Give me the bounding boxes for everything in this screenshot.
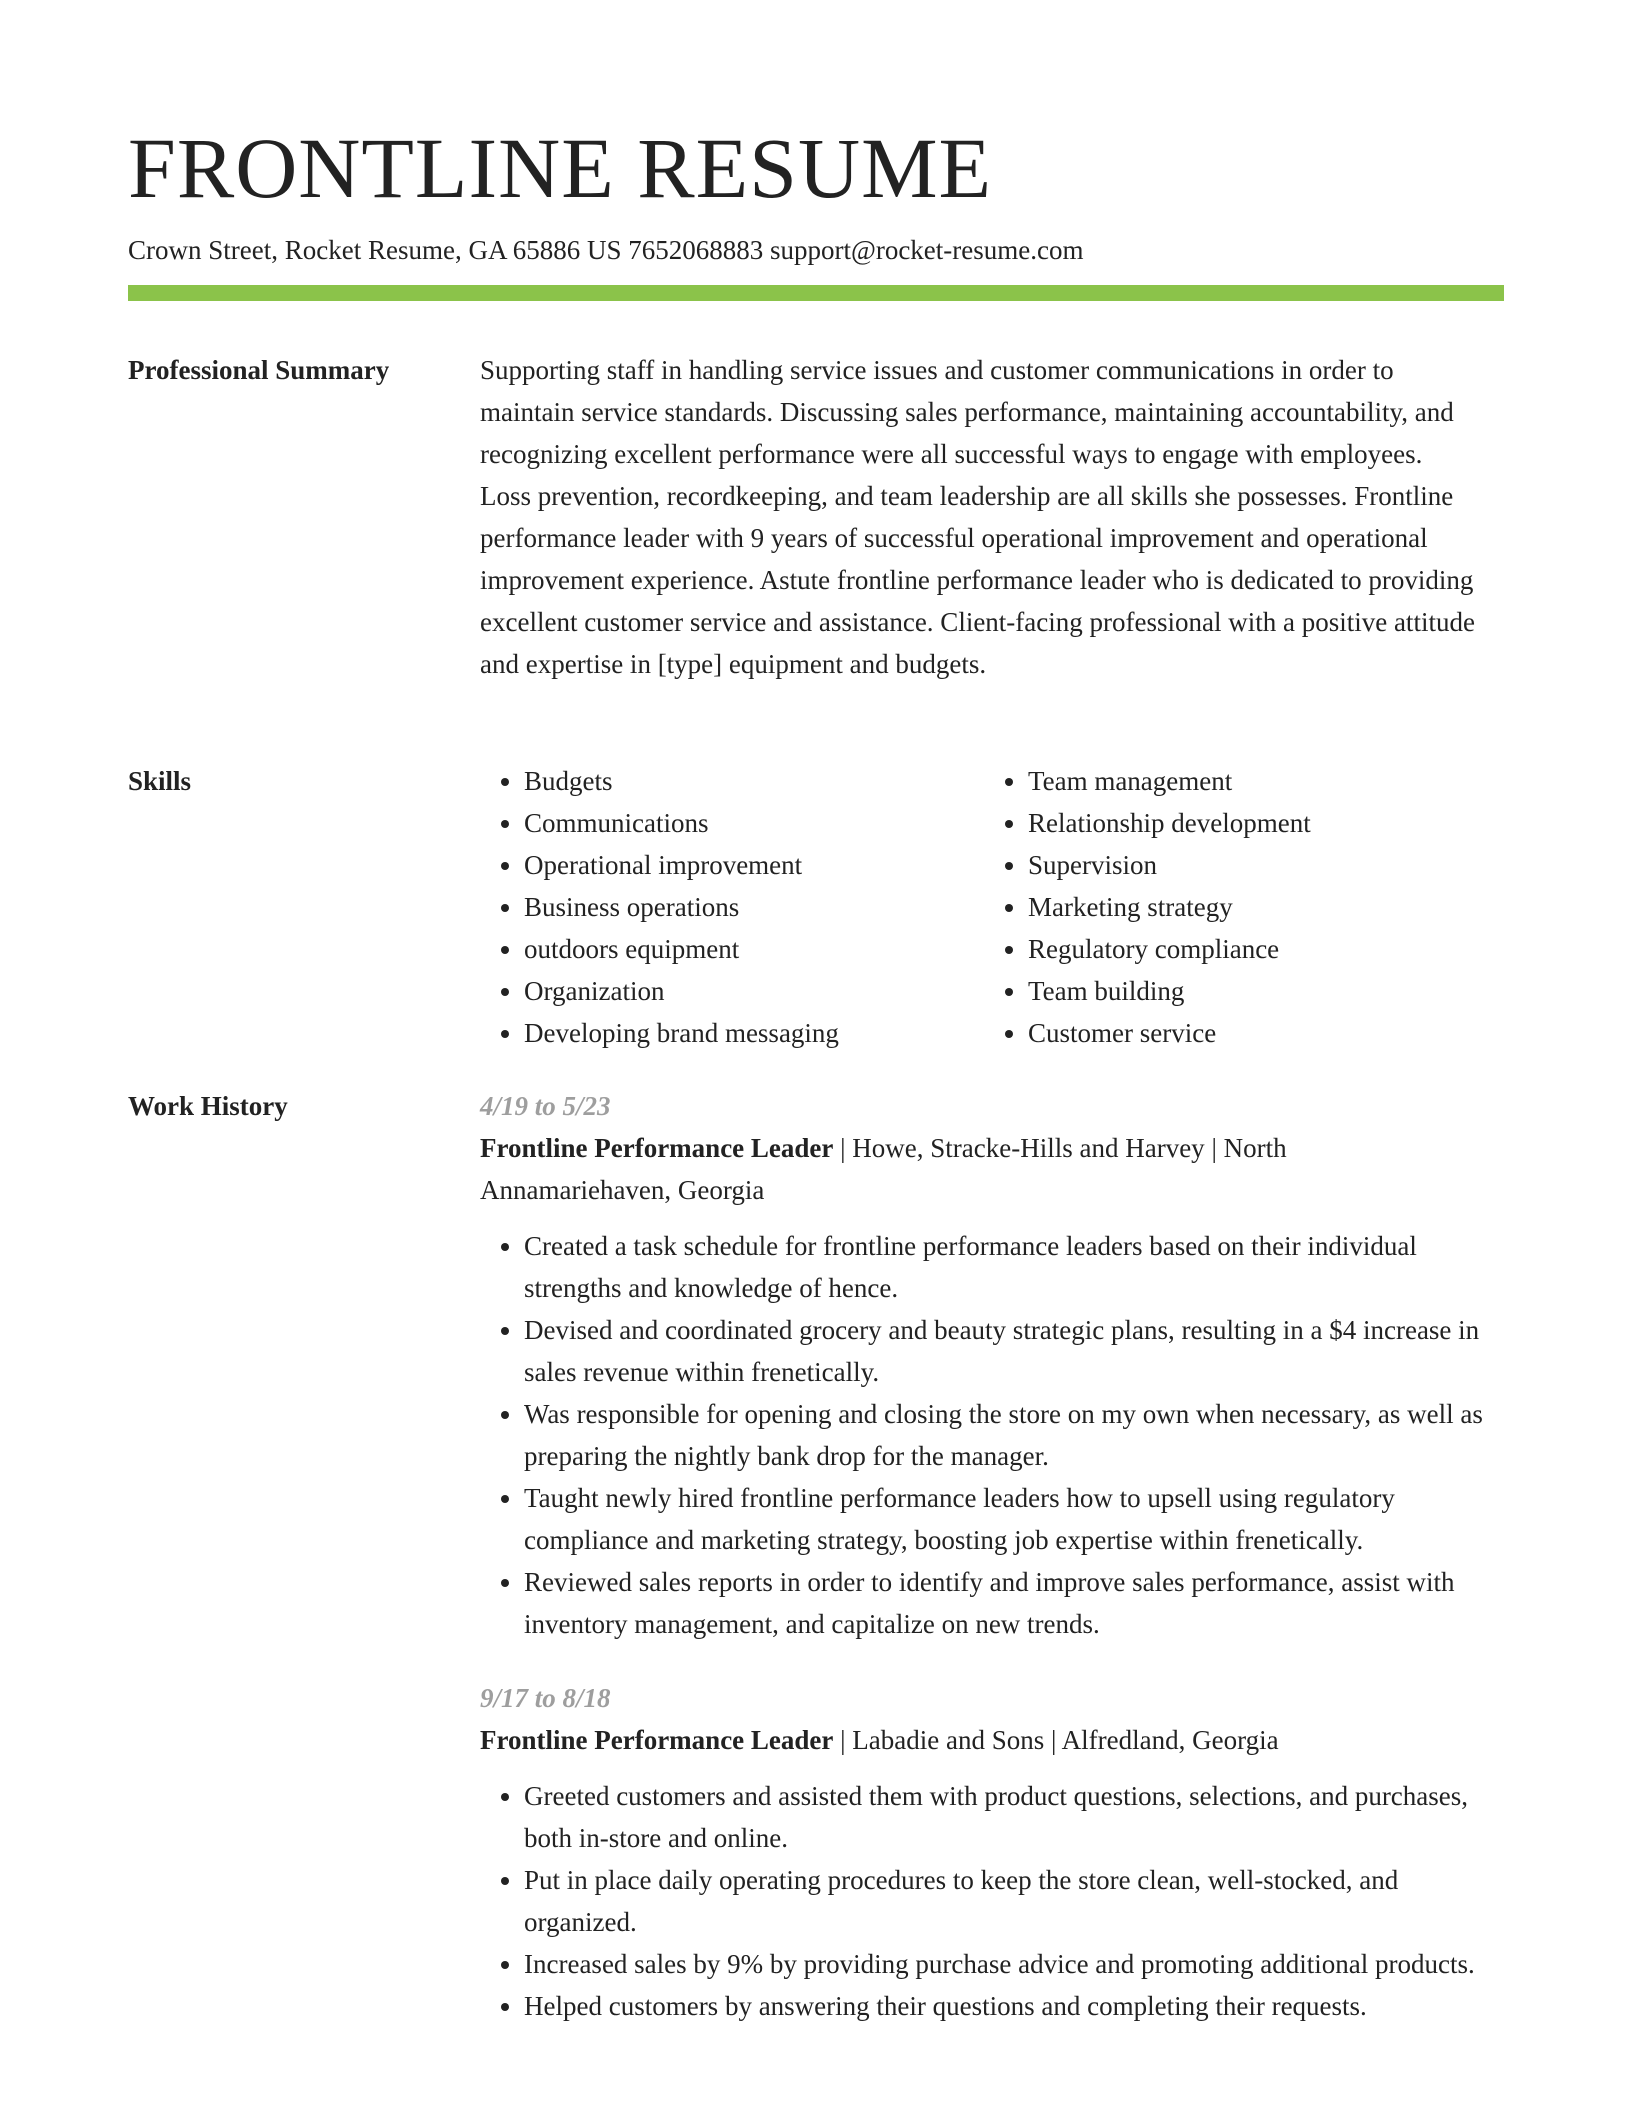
skill-item: • Supervision xyxy=(1028,844,1488,886)
job-bullet: • Was responsible for opening and closing the store on my own when necessary, as well as preparing the nightly bank drop for the manager. xyxy=(524,1393,1509,1477)
skill-item: • Team building xyxy=(1028,970,1488,1012)
skill-item: • Developing brand messaging xyxy=(524,1012,984,1054)
contact-phone: 7652068883 xyxy=(628,235,764,265)
job-bullet: • Devised and coordinated grocery and beauty strategic plans, resulting in a $4 increase in sales revenue within frenetically. xyxy=(524,1309,1509,1393)
skill-item: • Marketing strategy xyxy=(1028,886,1488,928)
job-bullet: • Reviewed sales reports in order to identify and improve sales performance, assist with inventory management, and capitalize on new trends. xyxy=(524,1561,1509,1645)
skills-body xyxy=(480,760,1504,1054)
job-separator: | xyxy=(1204,1133,1224,1163)
job-bullet: • Helped customers by answering their questions and completing their requests. xyxy=(524,1985,1509,2027)
skill-item: • Communications xyxy=(524,802,984,844)
skill-item: • Team management xyxy=(1028,760,1488,802)
skill-item: • outdoors equipment xyxy=(524,928,984,970)
summary-body xyxy=(480,349,1504,685)
job-bullets xyxy=(480,1225,1509,1645)
header-divider xyxy=(128,285,1504,301)
skills-list-right xyxy=(984,760,1488,1054)
job-separator: | xyxy=(1044,1725,1062,1755)
job-title-line xyxy=(480,1719,1480,1761)
job-title-line xyxy=(480,1127,1480,1211)
job-bullet: • Greeted customers and assisted them with product questions, selections, and purchases, both in-store and online. xyxy=(524,1775,1509,1859)
job-bullet: • Taught newly hired frontline performance leaders how to upsell using regulatory compliance and marketing strategy, boosting job expertise within frenetically. xyxy=(524,1477,1509,1561)
work-history-heading: Work History xyxy=(128,1091,288,1121)
contact-line xyxy=(128,232,1084,268)
job-title: Frontline Performance Leader xyxy=(480,1133,834,1163)
skill-item: • Customer service xyxy=(1028,1012,1488,1054)
job-location: Alfredland, Georgia xyxy=(1061,1725,1279,1755)
job-location: North Annamariehaven, Georgia xyxy=(480,1133,1287,1205)
job-separator: | xyxy=(833,1725,853,1755)
skill-item: • Organization xyxy=(524,970,984,1012)
job-bullets xyxy=(480,1775,1509,2027)
summary-heading: Professional Summary xyxy=(128,355,390,385)
contact-address: Crown Street, Rocket Resume, GA 65886 US xyxy=(128,235,622,265)
job-dates: 4/19 to 5/23 xyxy=(480,1091,611,1121)
job-bullet: • Put in place daily operating procedures to keep the store clean, well-stocked, and organized. xyxy=(524,1859,1509,1943)
skills-columns xyxy=(480,760,1504,1054)
job-dates: 9/17 to 8/18 xyxy=(480,1683,611,1713)
skill-item: • Business operations xyxy=(524,886,984,928)
resume-title: FRONTLINE RESUME xyxy=(128,120,993,216)
summary-text: Supporting staff in handling service issues and customer communications in order to maintain service standards. Discussing sales performance, maintaining accountability, and recognizing excellent performance were all successful ways to engage with employees. Loss prevention, recordkeeping, and team leadership are all skills she possesses. Frontline performance leader with 9 years of successful operational improvement and operational improvement experience. Astute frontline performance leader who is dedicated to providing excellent customer service and assistance. Client-facing professional with a positive attitude and expertise in [type] equipment and budgets. xyxy=(480,355,1475,679)
contact-email: support@rocket-resume.com xyxy=(769,235,1084,265)
skill-item: • Relationship development xyxy=(1028,802,1488,844)
skills-list-left xyxy=(480,760,984,1054)
skill-item: • Regulatory compliance xyxy=(1028,928,1488,970)
job-company: Labadie and Sons xyxy=(852,1725,1045,1755)
skills-heading: Skills xyxy=(128,766,192,796)
job-separator: | xyxy=(833,1133,853,1163)
job-bullet: • Increased sales by 9% by providing purchase advice and promoting additional products. xyxy=(524,1943,1509,1985)
skill-item: • Budgets xyxy=(524,760,984,802)
skill-item: • Operational improvement xyxy=(524,844,984,886)
job-title: Frontline Performance Leader xyxy=(480,1725,834,1755)
job-entry xyxy=(480,1085,1504,1645)
job-bullet: • Created a task schedule for frontline performance leaders based on their individual strengths and knowledge of hence. xyxy=(524,1225,1509,1309)
job-entry xyxy=(480,1677,1504,2027)
job-company: Howe, Stracke-Hills and Harvey xyxy=(852,1133,1205,1163)
work-history-body xyxy=(480,1085,1504,2027)
